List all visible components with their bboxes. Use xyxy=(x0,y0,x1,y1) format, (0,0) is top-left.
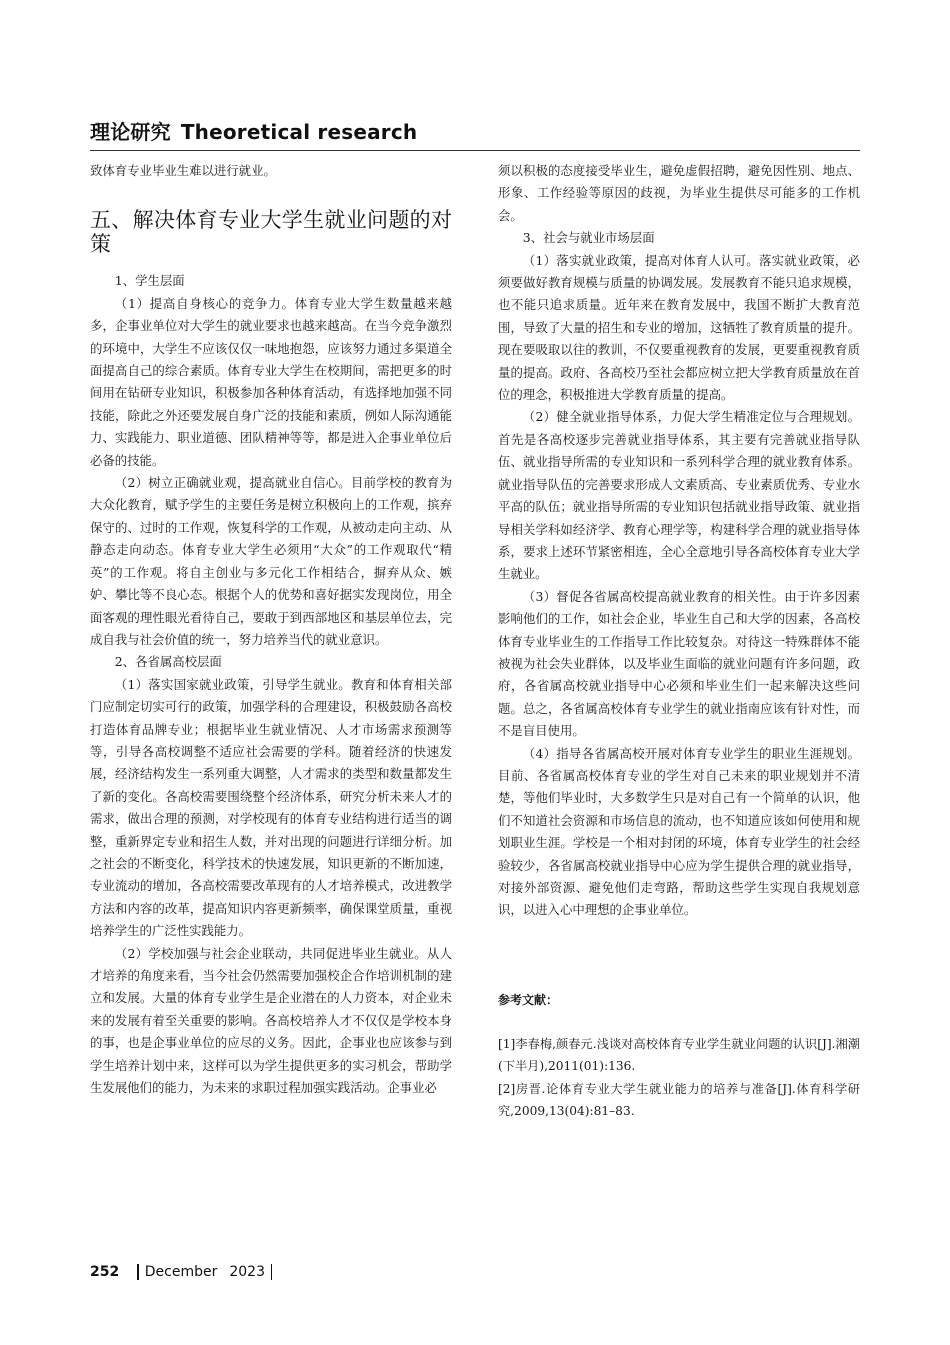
paragraph: （2）学校加强与社会企业联动，共同促进毕业生就业。从人才培养的角度来看，当今社会仍然需要加强校企合作培训机制的建立和发展。大量的体育专业学生是企业潜在的人力资本，对企业未来的发展有着至关重要的影响。各高校培养人才不仅仅是学校本身的事，也是企事业单位的应尽的义务。因此，企事业也应该参与到学生培养计划中来，这样可以为学生提供更多的实习机会，帮助学生发展他们的能力，为未来的求职过程加强实践活动。企事业必 xyxy=(90,945,452,1096)
right-column xyxy=(498,160,860,1122)
subheading-society: 3、社会与就业市场层面 xyxy=(522,230,655,246)
references-title: 参考文献： xyxy=(498,992,559,1007)
footer-month: December xyxy=(144,1264,218,1280)
subheading-universities: 2、各省属高校层面 xyxy=(114,654,222,670)
footer-divider xyxy=(271,1264,273,1280)
paragraph: （2）树立正确就业观，提高就业自信心。目前学校的教育为大众化教育，赋予学生的主要任务是树立积极向上的工作观，摈弃保守的、过时的工作观，恢复科学的工作观，从被动走向主动、从静态走向动态。体育专业大学生必须用“大众”的工作观取代“精英”的工作观。将自主创业与多元化工作相结合，摒弃从众、嫉妒、攀比等不良心态。根据个人的优势和喜好据实发现岗位，用全面客观的理性眼光看待自己，要敢于到西部地区和基层单位去，完成自我与社会价值的统一，努力培养当代的就业意识。 xyxy=(90,475,452,647)
header-title-en: Theoretical research xyxy=(180,120,418,144)
section-title: 五、解决体育专业大学生就业问题的对策 xyxy=(90,208,452,257)
subheading-students: 1、学生层面 xyxy=(114,273,185,289)
paragraph: （1）提高自身核心的竞争力。体育专业大学生数量越来越多，企事业单位对大学生的就业要求也越来越高。在当今竞争激烈的环境中，大学生不应该仅仅一味地抱怨，应该努力通过多渠道全面提高自己的综合素质。体育专业大学生在校期间，需把更多的时间用在钻研专业知识，积极参加各种体育活动，有选择地加强不同技能，除此之外还要发展自身广泛的技能和素质，例如人际沟通能力、实践能力、职业道德、团队精神等等，都是进入企事业单位后必备的技能。 xyxy=(90,295,452,468)
paragraph: （3）督促各省属高校提高就业教育的相关性。由于许多因素影响他们的工作，如社会企业，毕业生自己和大学的因素，各高校体育专业毕业生的工作指导工作比较复杂。对待这一特殊群体不能被视为社会失业群体，以及毕业生面临的就业问题有许多问题，政府，各省属高校就业指导中心必须和毕业生们一起来解决这些问题。总之，各省属高校体育专业学生的就业指南应该有针对性，而不是盲目使用。 xyxy=(498,588,860,739)
header-rule xyxy=(90,150,860,151)
reference-item: [2]房晋.论体育专业大学生就业能力的培养与准备[J].体育科学研究,2009,13(04):81–83. xyxy=(498,1081,860,1119)
paragraph: （1）落实就业政策，提高对体育人认可。落实就业政策，必须要做好教育规模与质量的协调发展。发展教育不能只追求规模，也不能只追求质量。近年来在教育发展中，我国不断扩大教育范围，导致了大量的招生和专业的增加，这牺牲了教育质量的提升。现在要吸取以往的教训，不仅要重视教育的发展，更要重视教育质量的提高。政府、各高校乃至社会都应树立把大学教育质量放在首位的理念，积极推进大学教育质量的提高。 xyxy=(498,252,860,403)
page-number: 252 xyxy=(90,1264,120,1280)
paragraph: （2）健全就业指导体系，力促大学生精准定位与合理规划。首先是各高校逐步完善就业指导体系，其主要有完善就业指导队伍、就业指导所需的专业知识和一系列科学合理的就业教育体系。就业指导队伍的完善要求形成人文素质高、专业素质优秀、专业水平高的队伍；就业指导所需的专业知识包括就业指导政策、就业指导相关学科如经济学、教育心理学等，构建科学合理的就业指导体系，要求上述环节紧密相连，全心全意地引导各高校体育专业大学生就业。 xyxy=(498,409,860,582)
footer-divider xyxy=(137,1264,139,1280)
paragraph: （4）指导各省属高校开展对体育专业学生的职业生涯规划。目前、各省属高校体育专业的学生对自己未来的职业规划并不清楚，等他们毕业时，大多数学生只是对自己有一个简单的认识，他们不知道社会资源和市场信息的流动，也不知道应该如何使用和规划职业生涯。学校是一个相对封闭的环境，体育专业学生的社会经验较少，各省属高校就业指导中心应为学生提供合理的就业指导，对接外部资源、避免他们走弯路，帮助这些学生实现自我规划意识，以进入心中理想的企事业单位。 xyxy=(498,745,860,918)
running-header xyxy=(90,116,417,145)
left-column xyxy=(90,160,452,1099)
reference-item: [1]李春梅,颜春元.浅谈对高校体育专业学生就业问题的认识[J].湘潮(下半月),2011(01):136. xyxy=(498,1036,860,1074)
carryover-text: 致体育专业毕业生难以进行就业。 xyxy=(90,163,276,178)
carryover-text: 须以积极的态度接受毕业生，避免虚假招聘，避免因性别、地点、形象、工作经验等原因的歧视，为毕业生提供尽可能多的工作机会。 xyxy=(498,163,860,223)
page-footer xyxy=(90,1264,278,1280)
footer-year: 2023 xyxy=(229,1264,265,1280)
paragraph: （1）落实国家就业政策，引导学生就业。教育和体育相关部门应制定切实可行的政策，加强学科的合理建设，积极鼓励各高校打造体育品牌专业；根据毕业生就业情况、人才市场需求预测等等，引导各高校调整不适应社会需要的学科。随着经济的快速发展，经济结构发生一系列重大调整，人才需求的类型和数量都发生了新的变化。各高校需要围绕整个经济体系，研究分析未来人才的需求，做出合理的预测，对学校现有的体育专业结构进行适当的调整，重新界定专业和招生人数，并对出现的问题进行详细分析。加之社会的不断变化，科学技术的快速发展，知识更新的不断加速，专业流动的增加，各高校需要改革现有的人才培养模式，改进教学方法和内容的改革，提高知识内容更新频率，确保课堂质量，重视培养学生的广泛性实践能力。 xyxy=(90,676,452,939)
header-title-cn: 理论研究 xyxy=(90,120,171,144)
